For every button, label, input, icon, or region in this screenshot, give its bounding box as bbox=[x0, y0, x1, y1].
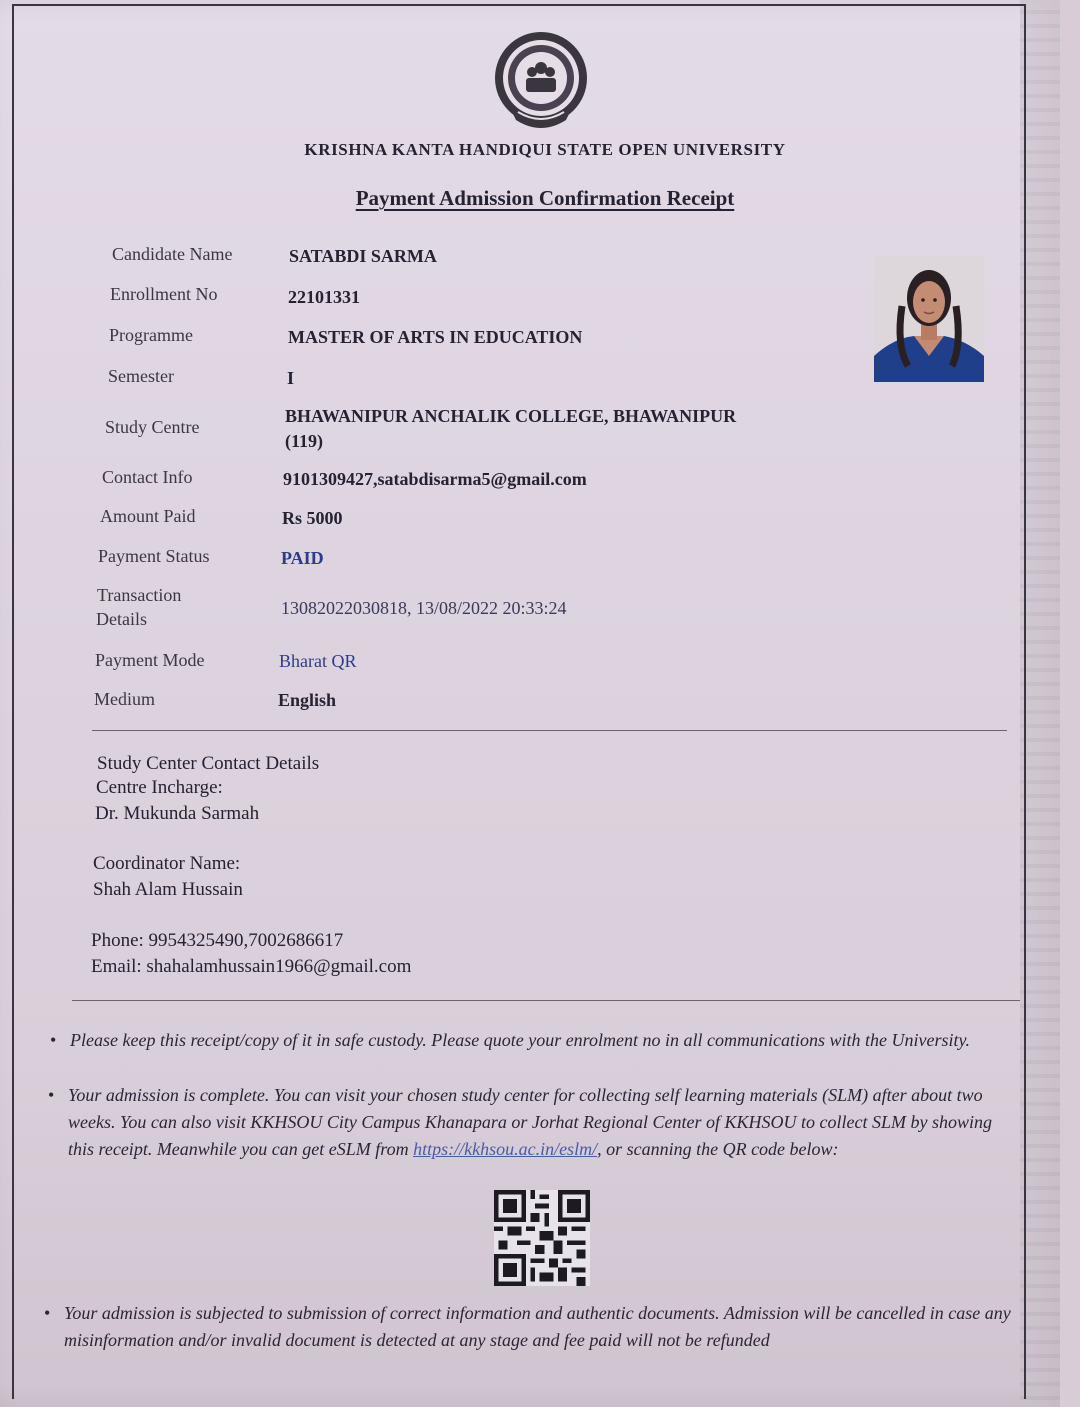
contact-info-value: 9101309427,satabdisarma5@gmail.com bbox=[283, 469, 587, 489]
divider-1 bbox=[92, 730, 1007, 731]
bullet-icon: • bbox=[50, 1030, 57, 1050]
semester-value: I bbox=[287, 368, 295, 388]
divider-2 bbox=[72, 1000, 1020, 1001]
university-seal-icon bbox=[488, 28, 594, 134]
payment-status-value: PAID bbox=[281, 548, 324, 568]
amount-paid-value: Rs 5000 bbox=[282, 508, 343, 528]
coordinator-name: Shah Alam Hussain bbox=[93, 879, 243, 900]
coordinator-email: Email: shahalamhussain1966@gmail.com bbox=[91, 956, 412, 977]
transaction-label-line1: Transaction bbox=[97, 585, 182, 605]
binding-edge bbox=[1020, 0, 1060, 1407]
study-centre-value-line1: BHAWANIPUR ANCHALIK COLLEGE, BHAWANIPUR bbox=[285, 406, 737, 426]
contact-info-label: Contact Info bbox=[102, 467, 193, 487]
candidate-name-value: SATABDI SARMA bbox=[289, 246, 437, 266]
enrollment-label: Enrollment No bbox=[110, 284, 218, 304]
programme-value: MASTER OF ARTS IN EDUCATION bbox=[288, 327, 583, 347]
payment-mode-label: Payment Mode bbox=[95, 650, 205, 670]
candidate-photo bbox=[874, 256, 984, 382]
note-3: • Your admission is subjected to submission of correct information and authentic documents. Admission will be cancelled in case any misinformation and/or invalid document is detected at any stage and fee paid will not be refunded bbox=[44, 1300, 1014, 1354]
enrollment-value: 22101331 bbox=[288, 287, 360, 307]
programme-label: Programme bbox=[109, 325, 193, 345]
medium-label: Medium bbox=[94, 689, 155, 709]
note-2-text: Your admission is complete. You can visit your chosen study center for collecting self learning materials (SLM) after about two weeks. You can also visit KKHSOU City Campus Khanapara or Jorhat Regional Center of KKHSOU to collect SLM by showing this receipt. Meanwhile you can get eSLM from bbox=[68, 1085, 992, 1159]
note-2-text-end: , or scanning the QR code below: bbox=[597, 1139, 839, 1159]
coordinator-phone: Phone: 9954325490,7002686617 bbox=[91, 930, 344, 951]
transaction-value: 13082022030818, 13/08/2022 20:33:24 bbox=[281, 598, 567, 618]
eslm-link[interactable]: https://kkhsou.ac.in/eslm/ bbox=[413, 1139, 598, 1159]
semester-label: Semester bbox=[108, 366, 174, 386]
centre-incharge-label: Centre Incharge: bbox=[96, 777, 223, 798]
study-center-contact-heading: Study Center Contact Details bbox=[97, 753, 320, 774]
medium-value: English bbox=[278, 690, 337, 710]
coordinator-label: Coordinator Name: bbox=[93, 853, 241, 874]
receipt-title: Payment Admission Confirmation Receipt bbox=[355, 186, 735, 210]
university-name: KRISHNA KANTA HANDIQUI STATE OPEN UNIVERSITY bbox=[304, 140, 786, 159]
bullet-icon: • bbox=[44, 1303, 51, 1323]
eslm-qr-code[interactable] bbox=[494, 1190, 590, 1286]
transaction-label-line2: Details bbox=[96, 609, 147, 629]
amount-paid-label: Amount Paid bbox=[100, 506, 196, 526]
payment-mode-value: Bharat QR bbox=[279, 651, 357, 671]
centre-incharge-name: Dr. Mukunda Sarmah bbox=[95, 803, 260, 824]
study-centre-value-line2: (119) bbox=[285, 431, 323, 451]
candidate-name-label: Candidate Name bbox=[112, 244, 233, 264]
note-1: • Please keep this receipt/copy of it in safe custody. Please quote your enrolment no in all communications with the University. bbox=[50, 1027, 1010, 1054]
note-2 bbox=[48, 1082, 1008, 1163]
bullet-icon: • bbox=[48, 1085, 55, 1105]
payment-status-label: Payment Status bbox=[98, 546, 210, 566]
study-centre-label: Study Centre bbox=[105, 417, 200, 437]
